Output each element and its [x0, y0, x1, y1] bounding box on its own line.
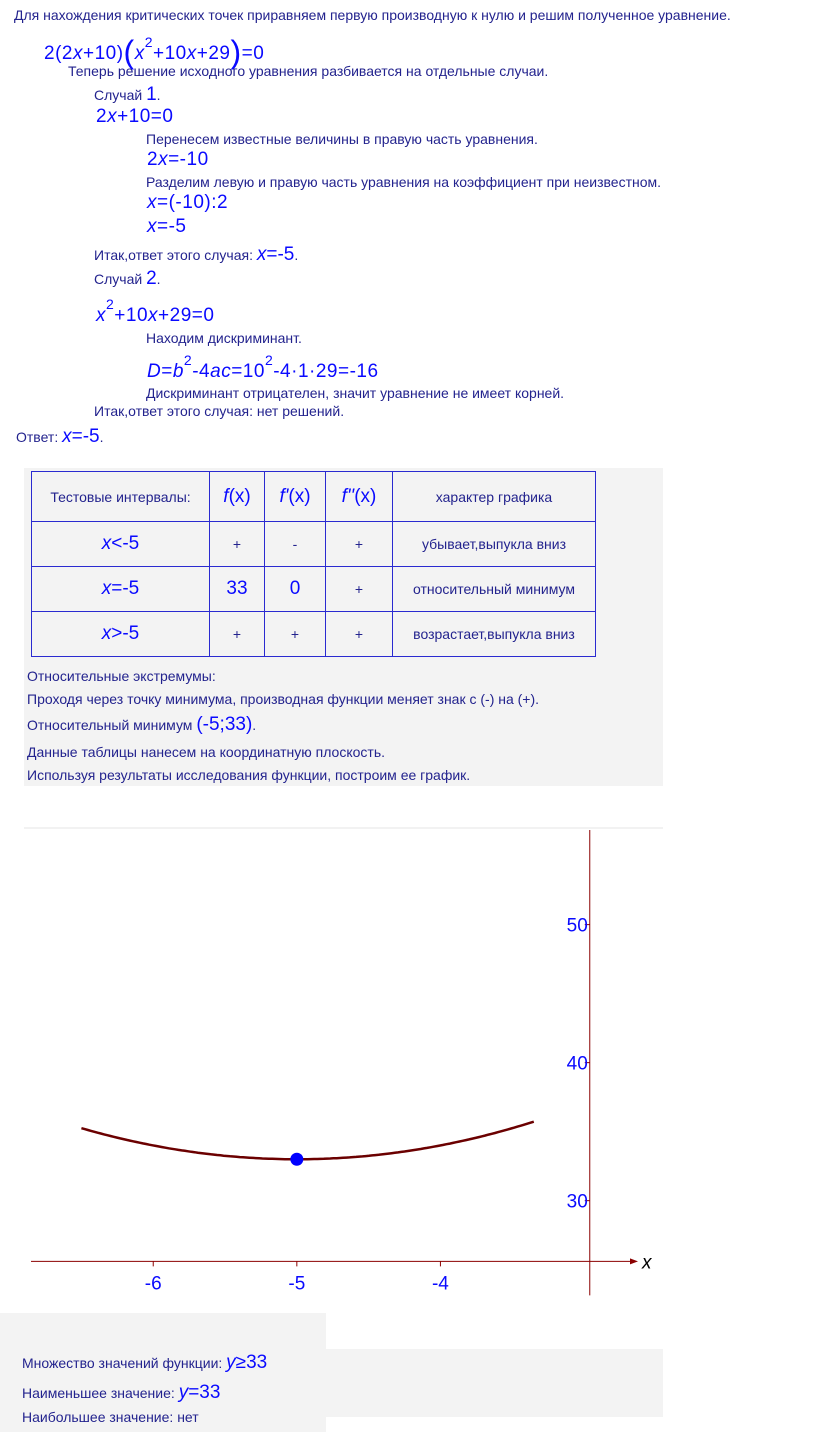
eq-var: x: [147, 216, 157, 237]
case1-step1: [147, 149, 209, 171]
cell-f: +: [210, 522, 265, 567]
eq-part: -4: [192, 361, 211, 382]
y-tick-label: 30: [566, 1191, 588, 1213]
cell-var: x: [101, 623, 112, 644]
cell-f: +: [210, 612, 265, 657]
header-f2-arg: (x): [354, 485, 377, 507]
eq-part: 2: [147, 149, 159, 170]
extrema-text: Проходя через точку минимума, производная функции меняет знак с (-) на (+).: [27, 691, 540, 707]
eq-var: x: [134, 43, 145, 64]
maximum-value: Наибольшее значение: нет: [22, 1409, 199, 1425]
eq-part: 2(2: [44, 43, 73, 64]
eq-var: x: [147, 192, 157, 213]
eq-var: x: [107, 106, 118, 127]
intro-text: Для нахождения критических точек приравняем первую производную к нулю и решим полученное уравнение.: [14, 7, 731, 23]
case-word: Случай: [94, 271, 143, 287]
case-number: 2: [146, 268, 157, 289]
eq-var: x: [186, 43, 197, 64]
cell-var: x: [101, 533, 112, 554]
test-intervals-table: [31, 471, 596, 657]
answer-math: [62, 426, 100, 447]
case-dot: .: [156, 271, 161, 287]
eq-var: x: [158, 149, 169, 170]
result-text: Итак,ответ этого случая:: [94, 247, 253, 263]
cell-graph: возрастает,выпукла вниз: [393, 612, 596, 657]
eq-exp: 2: [106, 296, 115, 312]
eq-part: -4·1·29=-16: [273, 361, 379, 382]
case1-result: [94, 244, 298, 266]
eq-var: b: [172, 361, 184, 382]
eq-part: =33: [188, 1382, 221, 1403]
eq-part: =(-10):2: [157, 192, 229, 213]
case2-equation: [96, 296, 215, 327]
cell-var: x: [101, 578, 112, 599]
min-dot: .: [252, 717, 257, 733]
header-f-arg: (x): [228, 485, 251, 507]
table-header-row: [32, 472, 596, 522]
cell-interval: [32, 522, 210, 567]
cell-graph: убывает,выпукла вниз: [393, 522, 596, 567]
eq-part: =-10: [168, 149, 209, 170]
case-number: 1: [146, 84, 157, 105]
x-axis-arrow: [630, 1258, 638, 1264]
cell-cond: <-5: [111, 533, 140, 554]
range-math: [226, 1352, 267, 1373]
eq-part: =0: [241, 43, 265, 64]
eq-exp: 2: [144, 34, 153, 50]
case2-result-text: Итак,ответ этого случая: нет решений.: [94, 403, 345, 419]
table-row: [32, 522, 596, 567]
eq-var: D: [147, 361, 162, 382]
cell-f1: -: [265, 522, 326, 567]
eq-part: +10: [152, 43, 187, 64]
cell-f2: +: [326, 612, 393, 657]
header-f-name: f: [223, 485, 229, 507]
min-label: Наименьшее значение:: [22, 1385, 175, 1401]
eq-part: +10): [82, 43, 124, 64]
min-math: [179, 1382, 221, 1403]
eq-exp: 2: [264, 352, 274, 368]
eq-var: x: [148, 305, 159, 326]
eq-part: ≥33: [235, 1352, 268, 1373]
case1-step3: [147, 216, 187, 238]
eq-part: =-5: [266, 244, 295, 265]
summary-panel-right: [326, 1349, 663, 1417]
eq-paren: (: [123, 34, 135, 70]
answer-dot: .: [99, 429, 104, 445]
eq-paren: ): [230, 34, 242, 70]
split-text: Теперь решение исходного уравнения разбивается на отдельные случаи.: [68, 63, 549, 79]
eq-var: y: [178, 1382, 189, 1403]
cell-f1: +: [265, 612, 326, 657]
case2-label: [94, 268, 161, 290]
cell-interval: [32, 612, 210, 657]
eq-part: +10=0: [117, 106, 174, 127]
eq-var: x: [96, 305, 106, 326]
case2-discriminant: [147, 352, 379, 383]
min-label: Относительный минимум: [27, 717, 193, 733]
y-tick-label: 40: [566, 1053, 588, 1075]
eq-var: ac: [210, 361, 232, 382]
cell-f: 33: [210, 567, 265, 612]
cell-interval: [32, 567, 210, 612]
cell-cond: =-5: [111, 578, 140, 599]
result-dot: .: [294, 247, 299, 263]
case1-move-text: Перенесем известные величины в правую часть уравнения.: [146, 131, 538, 147]
range-of-values: [22, 1352, 267, 1374]
cell-f1: 0: [265, 567, 326, 612]
minimum-point: [290, 1153, 303, 1166]
graph-text: Используя результаты исследования функции, построим ее график.: [27, 767, 471, 783]
y-tick-label: 50: [566, 915, 588, 937]
cell-graph: относительный минимум: [393, 567, 596, 612]
eq-part: =-5: [71, 426, 100, 447]
eq-part: =-5: [157, 216, 187, 237]
eq-var: y: [226, 1352, 236, 1373]
eq-part: +10: [114, 305, 149, 326]
header-interval: Тестовые интервалы:: [32, 472, 210, 522]
relative-minimum: [27, 714, 256, 736]
cell-cond: >-5: [111, 623, 140, 644]
eq-part: +29: [196, 43, 231, 64]
x-tick-label: -4: [431, 1273, 449, 1295]
x-axis-label: x: [642, 1252, 652, 1274]
header-f1: [265, 472, 326, 522]
cell-f2: +: [326, 522, 393, 567]
eq-part: =: [161, 361, 173, 382]
header-f2-name: f'': [341, 485, 355, 507]
eq-exp: 2: [183, 352, 193, 368]
table-row: [32, 567, 596, 612]
header-f1-name: f': [279, 485, 289, 507]
minimum-value: [22, 1382, 220, 1404]
case2-disc-text: Находим дискриминант.: [146, 330, 302, 346]
case2-neg-text: Дискриминант отрицателен, значит уравнение не имеет корней.: [146, 385, 565, 401]
eq-part: +29=0: [158, 305, 215, 326]
plot-text: Данные таблицы нанесем на координатную плоскость.: [27, 744, 386, 760]
case1-divide-text: Разделим левую и правую часть уравнения на коэффициент при неизвестном.: [146, 174, 662, 190]
case1-step2: [147, 192, 228, 214]
function-curve: [81, 1122, 533, 1160]
header-f2: [326, 472, 393, 522]
range-label: Множество значений функции:: [22, 1355, 223, 1371]
eq-var: x: [62, 426, 72, 447]
eq-var: x: [256, 244, 267, 265]
case1-equation: [96, 106, 173, 128]
table-row: [32, 612, 596, 657]
eq-part: 2: [96, 106, 108, 127]
eq-var: x: [72, 43, 83, 64]
case1-label: [94, 84, 161, 106]
x-tick-label: -5: [288, 1273, 306, 1295]
cell-f2: +: [326, 567, 393, 612]
function-graph: [0, 820, 836, 1320]
min-value: (-5;33): [196, 714, 253, 735]
case-dot: .: [156, 87, 161, 103]
eq-part: =10: [231, 361, 265, 382]
extrema-title: Относительные экстремумы:: [27, 668, 216, 684]
case-word: Случай: [94, 87, 143, 103]
x-tick-label: -6: [144, 1273, 162, 1295]
header-f: [210, 472, 265, 522]
answer-label: Ответ:: [16, 429, 59, 445]
result-math: [257, 244, 295, 265]
header-graph: характер графика: [393, 472, 596, 522]
answer: [16, 426, 104, 448]
header-f1-arg: (x): [288, 485, 311, 507]
